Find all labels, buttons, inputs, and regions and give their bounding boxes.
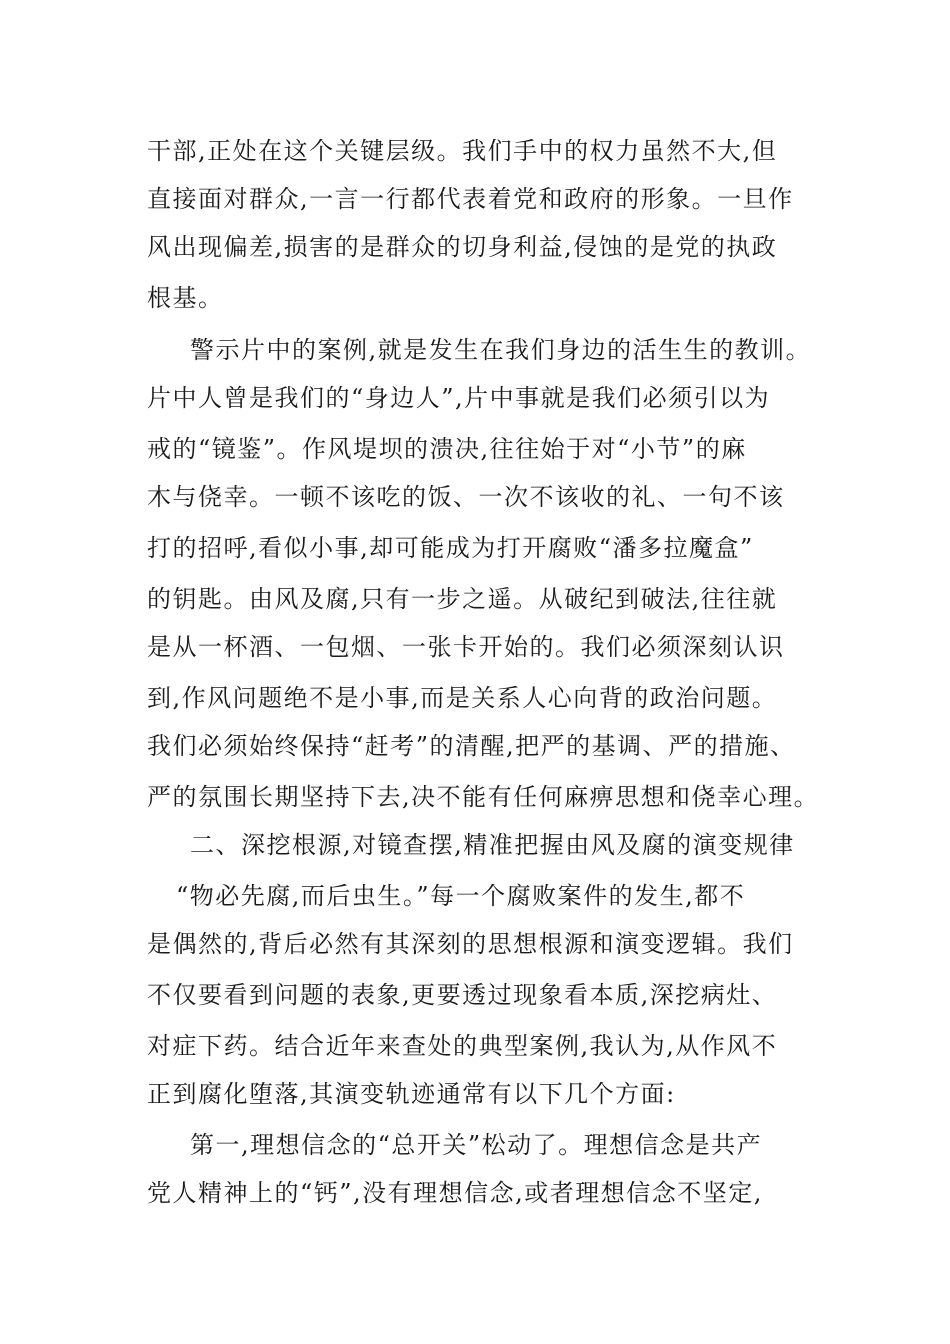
- text-line: 直接面对群众,一言一行都代表着党和政府的形象。一旦作: [147, 185, 794, 213]
- text-line: 严的氛围长期坚持下去,决不能有任何麻痹思想和侥幸心理。: [147, 783, 820, 811]
- text-line: 片中人曾是我们的“身边人”,片中事就是我们必须引以为: [147, 384, 771, 412]
- paragraph-start-line: 警示片中的案例,就是发生在我们身边的活生生的教训。: [190, 336, 812, 364]
- text-line: 正到腐化堕落,其演变轨迹通常有以下几个方面:: [147, 1080, 676, 1108]
- text-line: 干部,正处在这个关键层级。我们手中的权力虽然不大,但: [147, 137, 778, 165]
- paragraph-start-line: 第一,理想信念的“总开关”松动了。理想信念是共产: [190, 1131, 763, 1159]
- paragraph-start-line: “物必先腐,而后虫生。”每一个腐败案件的发生,都不: [176, 882, 746, 910]
- text-line: 不仅要看到问题的表象,更要透过现象看本质,深挖病灶、: [147, 981, 778, 1009]
- text-line: 我们必须始终保持“赶考”的清醒,把严的基调、严的措施、: [147, 732, 796, 760]
- text-line: 戒的“镜鉴”。作风堤坝的溃决,往往始于对“小节”的麻: [147, 435, 747, 463]
- text-line: 是偶然的,背后必然有其深刻的思想根源和演变逻辑。我们: [147, 930, 794, 958]
- text-line: 打的招呼,看似小事,却可能成为打开腐败“潘多拉魔盒”: [147, 534, 754, 562]
- text-line: 对症下药。结合近年来查处的典型案例,我认为,从作风不: [147, 1032, 778, 1060]
- text-line: 风出现偏差,损害的是群众的切身利益,侵蚀的是党的执政: [147, 233, 778, 261]
- text-line: 是从一杯酒、一包烟、一张卡开始的。我们必须深刻认识: [147, 633, 785, 661]
- text-line: 木与侥幸。一顿不该吃的饭、一次不该收的礼、一句不该: [147, 483, 785, 511]
- section-heading: 二、深挖根源,对镜查摆,精准把握由风及腐的演变规律: [190, 831, 795, 859]
- text-line: 到,作风问题绝不是小事,而是关系人心向背的政治问题。: [147, 684, 778, 712]
- text-line: 的钥匙。由风及腐,只有一步之遥。从破纪到破法,往往就: [147, 585, 778, 613]
- text-line: 党人精神上的“钙”,没有理想信念,或者理想信念不坚定,: [147, 1179, 763, 1207]
- text-line: 根基。: [147, 284, 224, 312]
